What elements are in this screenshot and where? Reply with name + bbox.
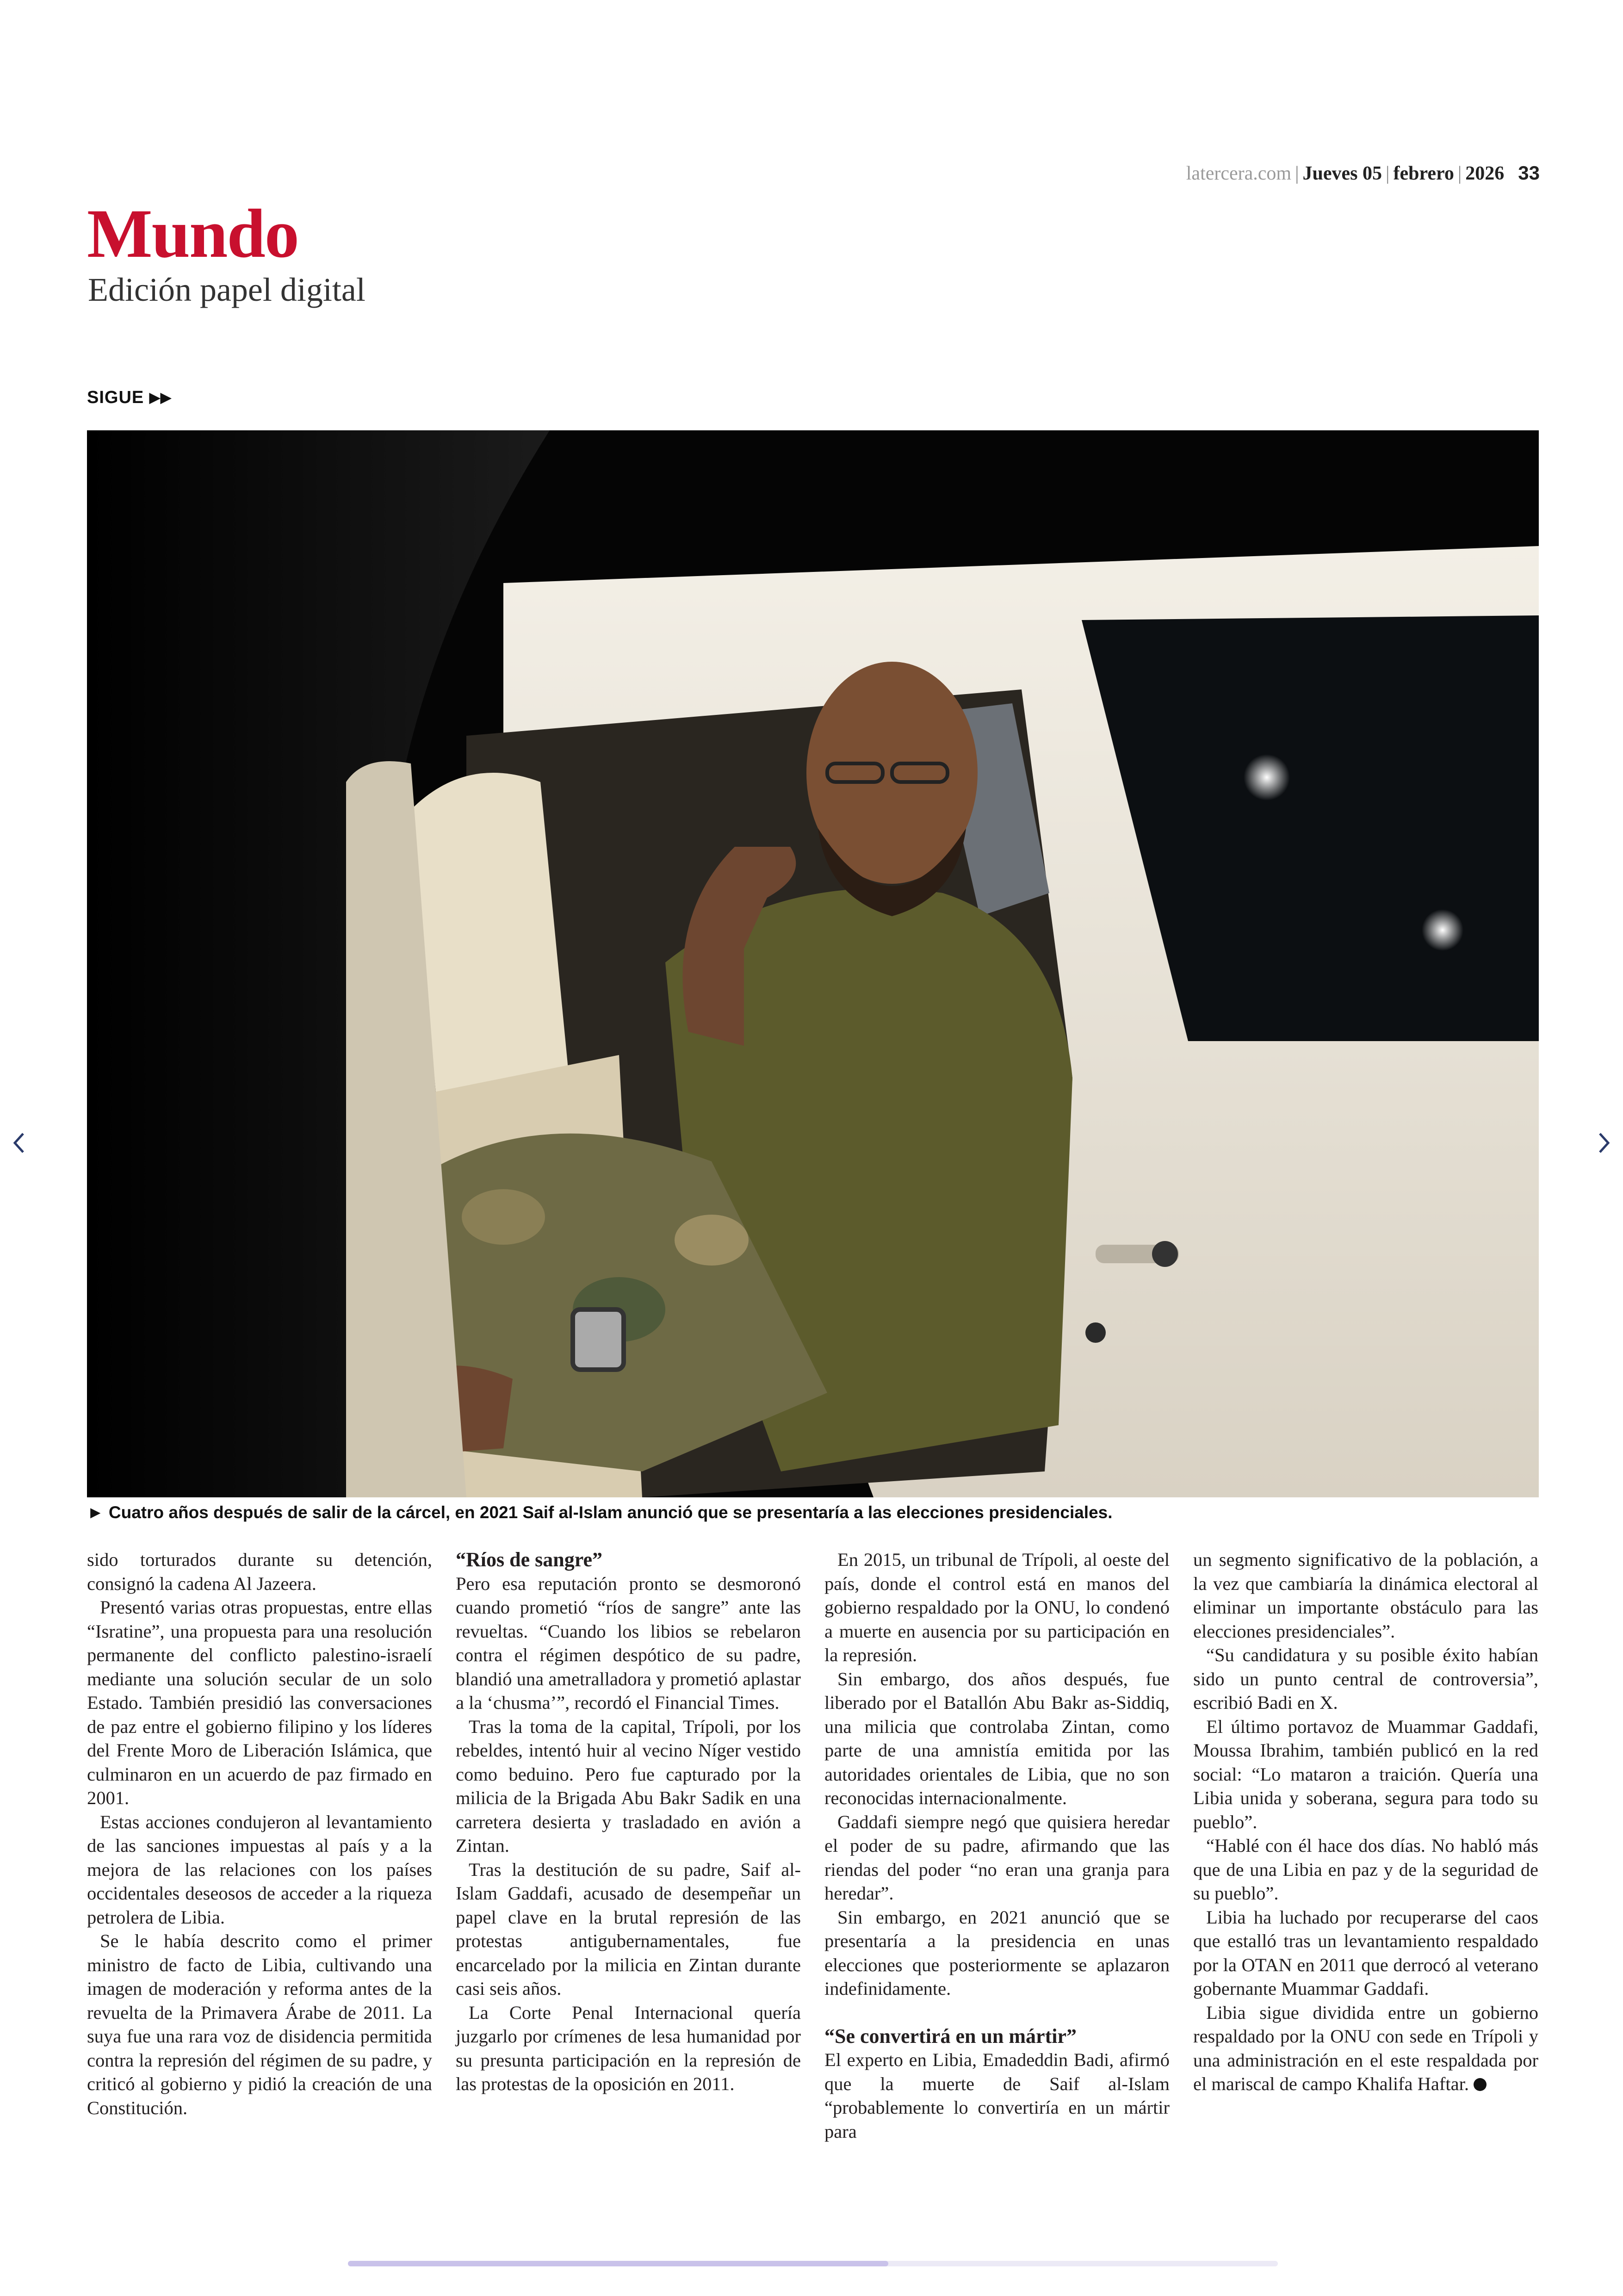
- paragraph: Libia ha luchado por recuperarse del caos que estalló tras un levantamiento respaldado por la OTAN en 2011 que derrocó al veterano gobernante Muammar Gaddafi.: [1193, 1906, 1538, 1999]
- paragraph: sido torturados durante su detención, consignó la cadena Al Jazeera.: [87, 1549, 432, 1594]
- article-column-2: [456, 1548, 801, 2143]
- article-column-1: [87, 1548, 432, 2143]
- end-of-article-icon: [1474, 2078, 1487, 2091]
- chevron-right-icon: [1595, 1129, 1614, 1157]
- previous-page-button[interactable]: [5, 1129, 32, 1161]
- masthead-month: febrero: [1393, 163, 1454, 184]
- paragraph: Gaddafi siempre negó que quisiera heredar el poder de su padre, afirmando que las riendas del poder “no eran una granja para heredar”.: [824, 1811, 1170, 1904]
- chevron-left-icon: [9, 1129, 28, 1157]
- subheading-rios-de-sangre: “Ríos de sangre”: [456, 1548, 602, 1571]
- caption-text: Cuatro años después de salir de la cárcel, en 2021 Saif al-Islam anunció que se presentaría a las elecciones presidenciales.: [108, 1503, 1113, 1522]
- page-masthead: latercera.com | Jueves 05 | febrero | 2026 33: [1186, 162, 1540, 184]
- kicker-label: SIGUE: [87, 388, 144, 407]
- masthead-year: 2026: [1465, 163, 1505, 184]
- kicker: [87, 388, 172, 408]
- masthead-day: Jueves 05: [1302, 163, 1382, 184]
- paragraph: Pero esa reputación pronto se desmoronó cuando prometió “ríos de sangre” ante las revueltas. “Cuando los libios se rebelaron contra el régimen despótico de su padre, blandió una ametralladora y prometió aplastar a la ‘chusma’”, recordó el Financial Times.: [456, 1573, 801, 1713]
- paragraph: un segmento significativo de la población, a la vez que cambiaría la dinámica electoral al eliminar un importante obstáculo para las elecciones presidenciales”.: [1193, 1549, 1538, 1642]
- paragraph: Tras la toma de la capital, Trípoli, por los rebeldes, intentó huir al vecino Níger vestido como beduino. Pero fue capturado por la milicia de la Brigada Abu Bakr Sadik en una carretera desierta y trasladado en avión a Zintan.: [456, 1716, 801, 1856]
- paragraph: “Hablé con él hace dos días. No habló más que de una Libia en paz y de la seguridad de su pueblo”.: [1193, 1835, 1538, 1904]
- caption-marker-icon: ►: [87, 1503, 104, 1522]
- paragraph: En 2015, un tribunal de Trípoli, al oeste del país, donde el control está en manos del gobierno respaldado por la ONU, lo condenó a muerte en ausencia por su participación en la represión.: [824, 1549, 1170, 1665]
- next-page-button[interactable]: [1591, 1129, 1618, 1161]
- article-column-4: [1193, 1548, 1538, 2143]
- article-body: [87, 1548, 1539, 2143]
- car-scene-illustration: [87, 430, 1539, 1497]
- lead-photo: [87, 430, 1539, 1497]
- paragraph: Presentó varias otras propuestas, entre ellas “Isratine”, una propuesta para una resolución permanente del conflicto palestino-israelí mediante una solución secular de un solo Estado. También presidió las conversaciones de paz entre el gobierno filipino y los líderes del Frente Moro de Liberación Islámica, que culminaron en un acuerdo de paz firmado en 2001.: [87, 1597, 432, 1808]
- page-number: 33: [1518, 162, 1540, 184]
- paragraph: Sin embargo, dos años después, fue liberado por el Batallón Abu Bakr as-Siddiq, una milicia que controlaba Zintan, como parte de una amnistía emitida por las autoridades orientales de Libia, que no son reconocidas internacionalmente.: [824, 1668, 1170, 1808]
- paragraph: Estas acciones condujeron al levantamiento de las sanciones impuestas al país y a la mejora de las relaciones con los países occidentales deseosos de acceder a la riqueza petrolera de Libia.: [87, 1811, 432, 1928]
- paragraph-text: Libia sigue dividida entre un gobierno respaldado por la ONU con sede en Trípoli y una administración en el este respaldada por el mariscal de campo Khalifa Haftar.: [1193, 2002, 1538, 2094]
- paragraph-last: [1193, 2001, 1538, 2096]
- scrollbar-thumb[interactable]: [348, 2261, 888, 2266]
- article-column-3: [824, 1548, 1170, 2143]
- fast-forward-icon: ▶▶: [149, 390, 172, 405]
- paragraph: El último portavoz de Muammar Gaddafi, Moussa Ibrahim, también publicó en la red social: “Lo mataron a traición. Quería una Libia unida y soberana, segura para todo su pueblo”.: [1193, 1716, 1538, 1832]
- subheading-martir: “Se convertirá en un mártir”: [824, 2024, 1077, 2048]
- section-title: Mundo: [87, 195, 298, 272]
- paragraph: Tras la destitución de su padre, Saif al-Islam Gaddafi, acusado de desempeñar un papel clave en la brutal represión de las protestas antigubernamentales, fue encarcelado por la milicia en Zintan durante casi seis años.: [456, 1859, 801, 1999]
- paragraph: Se le había descrito como el primer ministro de facto de Libia, cultivando una imagen de moderación y reforma antes de la revuelta de la Primavera Árabe de 2011. La suya fue una rara voz de disidencia permitida contra la represión del régimen de su padre, y criticó al gobierno y pidió la creación de una Constitución.: [87, 1930, 432, 2118]
- site-name: latercera.com: [1186, 163, 1292, 184]
- section-subtitle: Edición papel digital: [88, 271, 365, 308]
- photo-caption: [87, 1503, 1539, 1522]
- paragraph: La Corte Penal Internacional quería juzgarlo por crímenes de lesa humanidad por su presunta participación en la represión de las protestas de la oposición en 2011.: [456, 2002, 801, 2094]
- paragraph: “Su candidatura y su posible éxito habían sido un punto central de controversia”, escribió Badi en X.: [1193, 1644, 1538, 1713]
- page-scrollbar[interactable]: [348, 2261, 1278, 2266]
- paragraph: Sin embargo, en 2021 anunció que se presentaría a la presidencia en unas elecciones que posteriormente se aplazaron indefinidamente.: [824, 1906, 1170, 1999]
- paragraph: El experto en Libia, Emadeddin Badi, afirmó que la muerte de Saif al-Islam “probablemente lo convertiría en un mártir para: [824, 2049, 1170, 2142]
